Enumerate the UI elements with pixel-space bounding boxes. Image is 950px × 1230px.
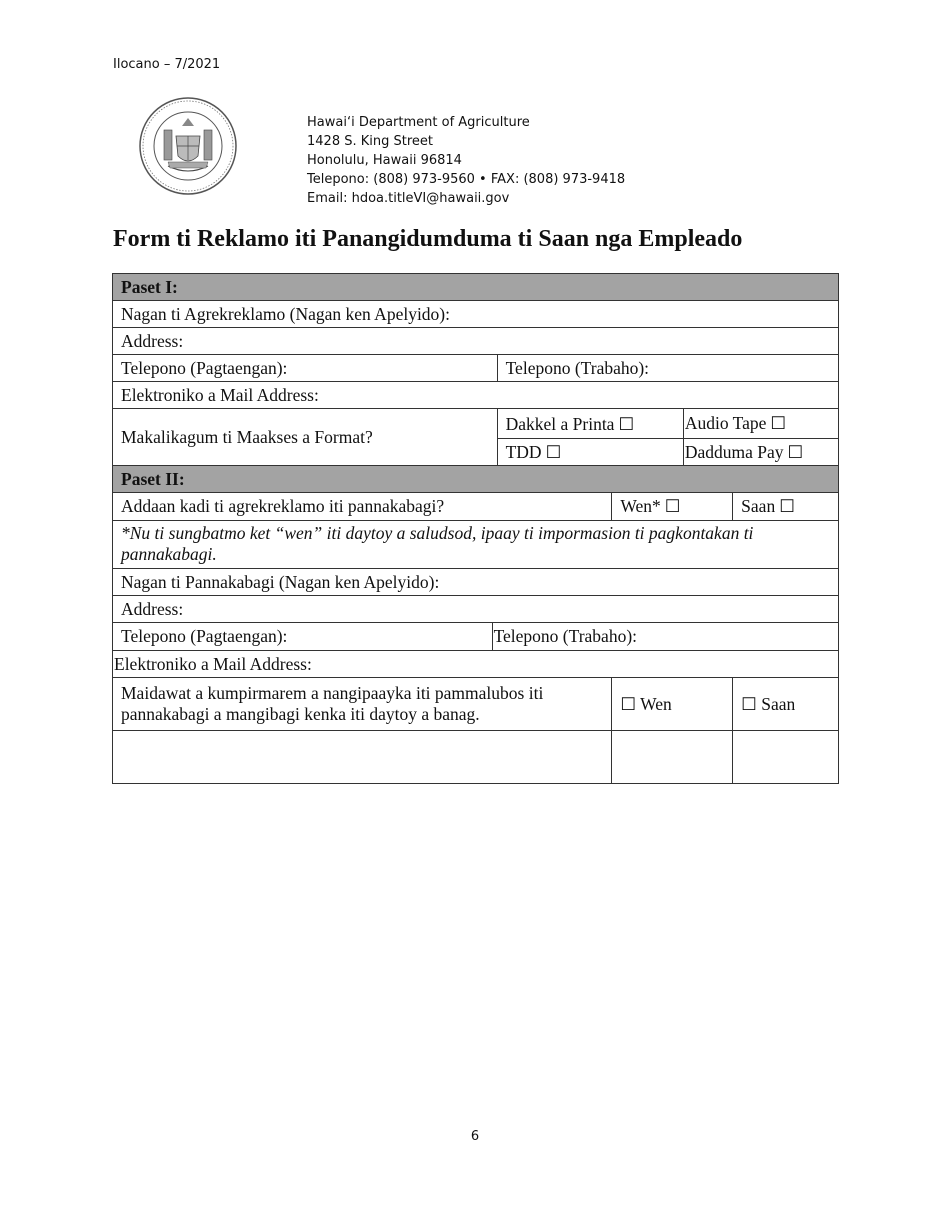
complainant-phone-row (113, 355, 839, 382)
agency-contact-block (307, 113, 625, 208)
representative-no-option[interactable] (733, 493, 839, 521)
representative-email-row (113, 651, 839, 678)
agency-street: 1428 S. King Street (307, 134, 433, 149)
blank-cell-yes[interactable] (612, 731, 733, 784)
representative-email-field[interactable]: Elektroniko a Mail Address: (113, 651, 839, 678)
representative-phone-home-field[interactable]: Telepono (Pagtaengan): (113, 623, 493, 651)
part2-heading: Paset II: (113, 466, 839, 493)
representative-address-field[interactable]: Address: (113, 596, 839, 623)
blank-cell-no[interactable] (733, 731, 839, 784)
other-format-label: Dadduma Pay (684, 441, 784, 462)
representative-name-row (113, 569, 839, 596)
permission-yes-label: Wen (640, 693, 672, 714)
representative-yes-label: Wen* (620, 496, 661, 516)
complainant-phone-work-field[interactable]: Telepono (Trabaho): (497, 355, 838, 382)
permission-row (113, 678, 839, 731)
other-format-option[interactable] (683, 439, 838, 466)
part1-heading: Paset I: (113, 274, 839, 301)
language-version-label: Ilocano – 7/2021 (113, 57, 221, 72)
complainant-email-field[interactable]: Elektroniko a Mail Address: (113, 382, 839, 409)
accessible-format-row-1 (113, 409, 839, 439)
representative-note: *Nu ti sungbatmo ket “wen” iti daytoy a saludsod, ipaay ti impormasion ti pagkontakan ti pannakabagi. (113, 521, 839, 569)
representative-question: Addaan kadi ti agrekreklamo iti pannakabagi? (113, 493, 612, 521)
complainant-email-row (113, 382, 839, 409)
part2-header-row (113, 466, 839, 493)
representative-no-checkbox[interactable]: ☐ (779, 496, 795, 516)
representative-address-row (113, 596, 839, 623)
tdd-checkbox[interactable]: ☐ (545, 441, 562, 462)
representative-yes-option[interactable] (612, 493, 733, 521)
representative-question-row (113, 493, 839, 521)
representative-note-row (113, 521, 839, 569)
complaint-form-table (112, 273, 839, 784)
agency-email: Email: hdoa.titleVI@hawaii.gov (307, 191, 510, 206)
representative-yes-checkbox[interactable]: ☐ (664, 496, 681, 516)
audio-tape-label: Audio Tape (684, 413, 767, 433)
complainant-address-row (113, 328, 839, 355)
permission-yes-option[interactable] (612, 678, 733, 731)
tdd-option[interactable] (497, 439, 683, 466)
accessible-format-question: Makalikagum ti Maakses a Format? (113, 409, 498, 466)
blank-response-row (113, 731, 839, 784)
tdd-label: TDD (505, 441, 542, 462)
complainant-phone-home-field[interactable]: Telepono (Pagtaengan): (113, 355, 498, 382)
permission-no-checkbox[interactable]: ☐ (741, 693, 757, 714)
agency-name: Hawai‘i Department of Agriculture (307, 115, 530, 130)
permission-no-option[interactable] (733, 678, 839, 731)
large-print-option[interactable] (497, 409, 683, 439)
permission-line-2: pannakabagi a mangibagi kenka iti daytoy a banag. (121, 704, 480, 724)
audio-tape-option[interactable] (683, 409, 838, 439)
agency-city: Honolulu, Hawaii 96814 (307, 153, 462, 168)
permission-yes-checkbox[interactable]: ☐ (620, 693, 637, 714)
state-seal-logo (138, 96, 238, 196)
large-print-checkbox[interactable]: ☐ (618, 414, 635, 434)
representative-phone-row (113, 623, 839, 651)
blank-cell-main[interactable] (113, 731, 612, 784)
complainant-name-row (113, 301, 839, 328)
complainant-address-field[interactable]: Address: (113, 328, 839, 355)
large-print-label: Dakkel a Printa (505, 414, 615, 434)
permission-statement (113, 678, 612, 731)
permission-no-label: Saan (761, 693, 796, 714)
complainant-name-field[interactable]: Nagan ti Agrekreklamo (Nagan ken Apelyido): (113, 301, 839, 328)
representative-no-label: Saan (741, 496, 776, 516)
representative-name-field[interactable]: Nagan ti Pannakabagi (Nagan ken Apelyido): (113, 569, 839, 596)
permission-line-1: Maidawat a kumpirmarem a nangipaayka iti pammalubos iti (121, 683, 544, 703)
agency-phone-fax: Telepono: (808) 973-9560 • FAX: (808) 973-9418 (307, 172, 626, 187)
page-number: 6 (470, 1129, 480, 1144)
audio-tape-checkbox[interactable]: ☐ (770, 413, 787, 433)
part1-header-row (113, 274, 839, 301)
representative-phone-work-field[interactable]: Telepono (Trabaho): (492, 623, 838, 651)
form-title: Form ti Reklamo iti Panangidumduma ti Saan nga Empleado (113, 226, 743, 252)
other-format-checkbox[interactable]: ☐ (787, 441, 804, 462)
